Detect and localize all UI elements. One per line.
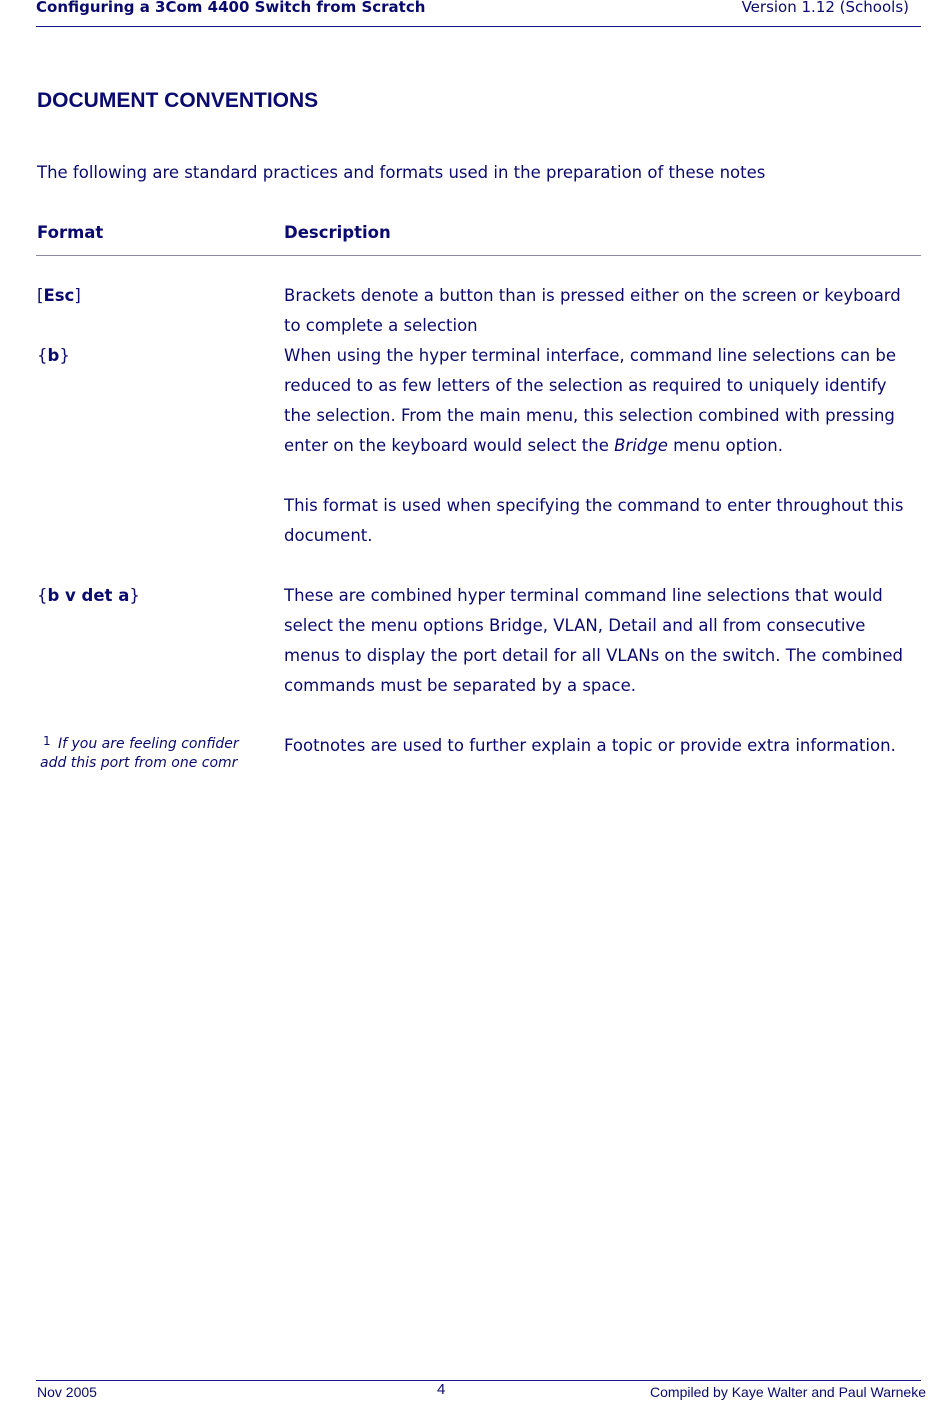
format-key: b v det a xyxy=(47,586,130,605)
column-header-format: Format xyxy=(37,223,104,242)
page-number: 4 xyxy=(437,1381,446,1398)
footnote-line-1: If you are feeling confider xyxy=(58,736,239,752)
format-key: Esc xyxy=(43,286,75,305)
header-document-title: Configuring a 3Com 4400 Switch from Scratch xyxy=(36,0,426,16)
column-header-description: Description xyxy=(284,223,391,242)
description-italic-bridge: Bridge xyxy=(614,436,668,455)
intro-text: The following are standard practices and formats used in the preparation of these notes xyxy=(37,163,766,182)
page-title: DOCUMENT CONVENTIONS xyxy=(37,89,319,112)
format-bracket-close: ] xyxy=(74,286,81,305)
page-header xyxy=(36,0,921,27)
footnote-line-2: add this port from one comr xyxy=(40,755,238,771)
format-key: b xyxy=(47,346,60,365)
footer-date: Nov 2005 xyxy=(37,1384,97,1400)
footnote-number: 1 xyxy=(43,734,51,748)
format-esc xyxy=(37,286,81,305)
description-text: When using the hyper terminal interface, command line selections can be reduced to as few letters of the selection as required to uniquely identify the selection. From the main menu, this selection combined with pressing enter on the keyboard would select the xyxy=(284,346,897,455)
description-combined: These are combined hyper terminal command line selections that would select the menu options Bridge, VLAN, Detail and all from consecutive menus to display the port detail for all VLANs on the switch. The combined commands must be separated by a space. xyxy=(284,586,904,695)
footer-authors: Compiled by Kaye Walter and Paul Warneke xyxy=(650,1384,926,1400)
description-b xyxy=(284,341,914,461)
format-b xyxy=(37,346,70,365)
description-text-end: menu option. xyxy=(667,436,783,455)
table-header-divider xyxy=(36,255,921,256)
format-brace-open: { xyxy=(37,586,48,605)
format-brace-open: { xyxy=(37,346,48,365)
format-bracket-open: [ xyxy=(37,286,44,305)
description-b-para2: This format is used when specifying the command to enter throughout this document. xyxy=(284,496,904,545)
footer-divider xyxy=(36,1380,921,1381)
description-footnotes: Footnotes are used to further explain a topic or provide extra information. xyxy=(284,736,896,755)
footnote-example xyxy=(40,731,255,775)
format-brace-close: } xyxy=(129,586,140,605)
header-version: Version 1.12 (Schools) xyxy=(741,0,909,16)
format-b-v-det-a xyxy=(37,586,140,605)
format-brace-close: } xyxy=(59,346,70,365)
description-esc: Brackets denote a button than is pressed either on the screen or keyboard to complete a selection xyxy=(284,286,901,335)
